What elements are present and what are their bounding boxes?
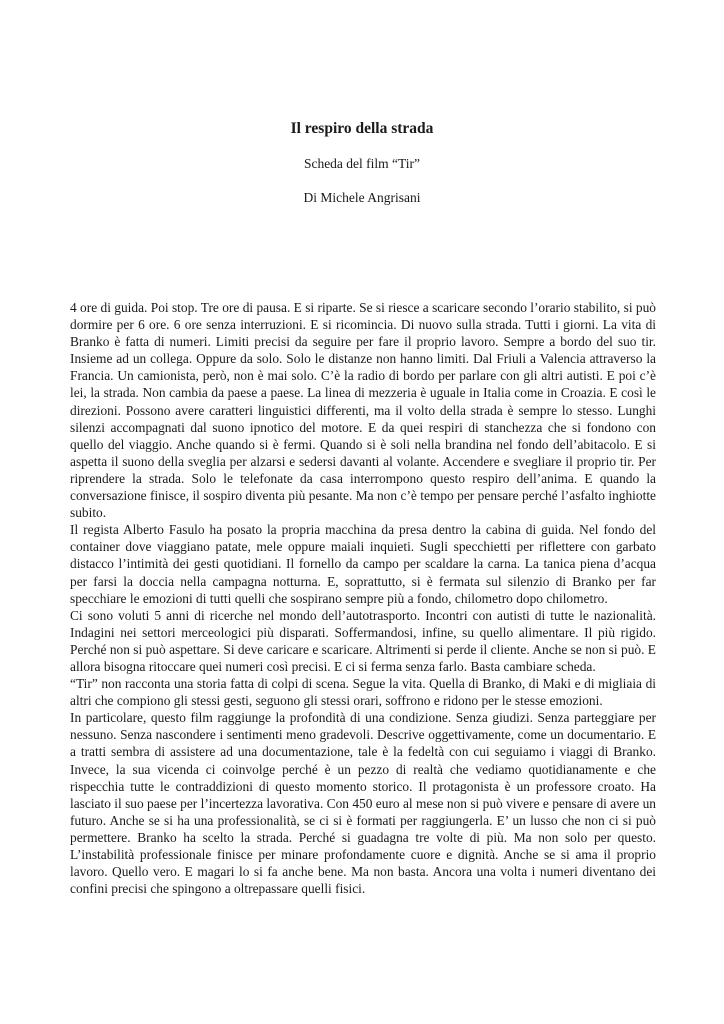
body-paragraph: Il regista Alberto Fasulo ha posato la propria macchina da presa dentro la cabina di guida. Nel fondo del container dove viaggiano patate, mele oppure maiali inquieti. Sugli specchietti per riflettere con garbato distacco l’intimità dei gesti quotidiani. Il fornello da campo per scaldare la carna. La tanica piena d’acqua per farsi la doccia nella campagna notturna. E, soprattutto, si è fermata sul silenzio di Branko per far specchiare le emozioni di tutti quelli che sospirano sempre più a fondo, chilometro dopo chilometro. <box>70 522 656 606</box>
body-paragraph: 4 ore di guida. Poi stop. Tre ore di pausa. E si riparte. Se si riesce a scaricare secondo l’orario stabilito, si può dormire per 6 ore. 6 ore senza interruzioni. E si ricomincia. Di nuovo sulla strada. Tutti i giorni. La vita di Branko è fatta di numeri. Limiti precisi da seguire per fare il proprio lavoro. Sempre a bordo del suo tir. Insieme ad un collega. Oppure da solo. Solo le distanze non hanno limiti. Dal Friuli a Valencia attraverso la Francia. Un camionista, però, non è mai solo. C’è la radio di bordo per parlare con gli altri autisti. E poi c’è lei, la strada. Non cambia da paese a paese. La linea di mezzeria è uguale in Italia come in Croazia. E così le direzioni. Possono avere caratteri linguistici differenti, ma il volto della strada è sempre lo stesso. Lunghi silenzi accompagnati dal suono ipnotico del motore. E da quei respiri di stanchezza che si fondono con quello del viaggio. Anche quando si è fermi. Quando si è soli nella brandina nel fondo dell’abitacolo. E si aspetta il suono della sveglia per alzarsi e sedersi davanti al volante. Accendere e svegliare il proprio tir. Per riprendere la strada. Solo le telefonate da casa interrompono questo respiro dell’anima. E quando la conversazione finisce, il sospiro diventa più pesante. Ma non c’è tempo per pensare perché l’asfalto inghiotte subito. <box>70 300 656 521</box>
document-subtitle: Scheda del film “Tir” <box>303 156 421 171</box>
body-paragraph: Ci sono voluti 5 anni di ricerche nel mondo dell’autotrasporto. Incontri con autisti di tutte le nazionalità. Indagini nei settori merceologici più disparati. Soffermandosi, infine, su quello alimentare. Il più rigido. Perché non si può aspettare. Si deve caricare e scaricare. Altrimenti si perde il cliente. Anche se non si può. E allora bisogna ritoccare quei numeri così precisi. E ci si ferma senza farlo. Basta cambiare scheda. <box>70 607 656 674</box>
body-paragraph: In particolare, questo film raggiunge la profondità di una condizione. Senza giudizi. Senza parteggiare per nessuno. Senza nascondere i sentimenti meno gradevoli. Descrive oggettivamente, come un documentario. E a tratti sembra di assistere ad una documentazione, tale è la fedeltà con cui seguiamo i viaggi di Branko. Invece, la sua vicenda ci coinvolge perché è un pezzo di realtà che vediamo quotidianamente e che rispecchia tutte le contraddizioni di questo momento storico. Il protagonista è un professore croato. Ha lasciato il suo paese per l’incertezza lavorativa. Con 450 euro al mese non si può vivere e pensare di avere un futuro. Anche se si ha una professionalità, se ci si è formati per raggiungerla. E’ un lusso che non ci si può permettere. Branko ha scelto la strada. Perché si guadagna tre volte di più. Ma non solo per questo. L’instabilità professionale finisce per minare profondamente cuore e dignità. Anche se si ama il proprio lavoro. Quello vero. E magari lo si fa anche bene. Ma non basta. Ancora una volta i numeri diventano dei confini precisi che spingono a oltrepassare quelli fisici. <box>70 710 656 897</box>
document-body <box>70 299 656 897</box>
body-paragraph: “Tir” non racconta una storia fatta di colpi di scena. Segue la vita. Quella di Branko, di Maki e di migliaia di altri che compiono gli stessi gesti, seguono gli stessi orari, soffrono e ridono per le stesse emozioni. <box>70 676 656 709</box>
document-author: Di Michele Angrisani <box>303 190 421 205</box>
document-title: Il respiro della strada <box>290 120 434 137</box>
